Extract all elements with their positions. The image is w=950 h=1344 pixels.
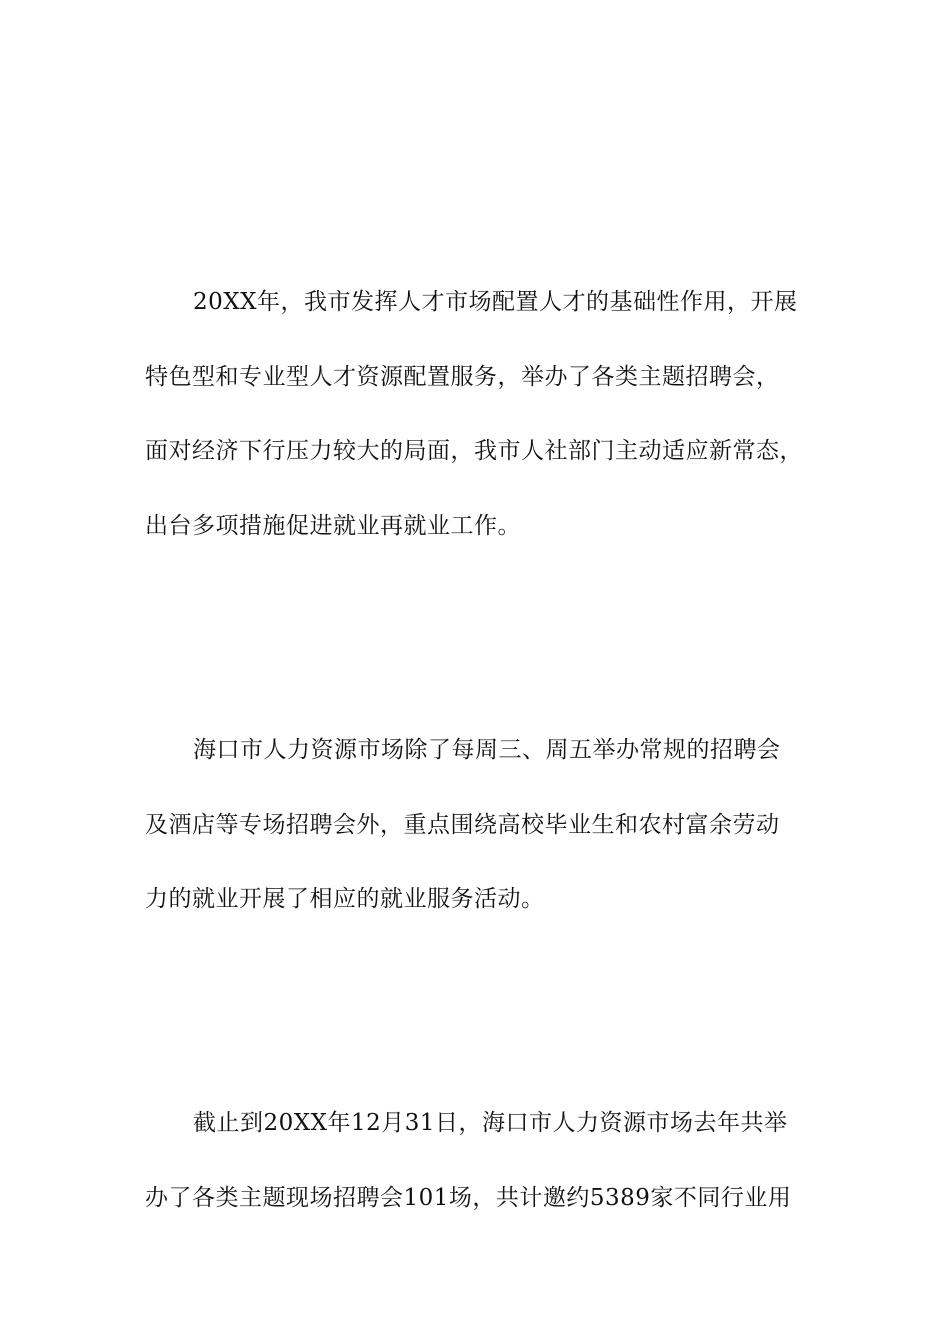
paragraph-1-line-2: 特色型和专业型人才资源配置服务，举办了各类主题招聘会， [145,364,780,390]
paragraph-2-line-2: 及酒店等专场招聘会外，重点围绕高校毕业生和农村富余劳动 [145,812,780,838]
paragraph-2-line-3: 力的就业开展了相应的就业服务活动。 [145,886,545,912]
paragraph-1-line-4: 出台多项措施促进就业再就业工作。 [145,513,521,539]
paragraph-3-line-1: 截止到20XX年12月31日，海口市人力资源市场去年共举 [193,1110,788,1136]
paragraph-3-line-2: 办了各类主题现场招聘会101场，共计邀约5389家不同行业用 [145,1185,792,1211]
paragraph-1-line-1: 20XX年，我市发挥人才市场配置人才的基础性作用，开展 [193,289,798,315]
paragraph-1-line-3: 面对经济下行压力较大的局面，我市人社部门主动适应新常态， [145,438,803,464]
paragraph-2-line-1: 海口市人力资源市场除了每周三、周五举办常规的招聘会 [193,737,781,763]
